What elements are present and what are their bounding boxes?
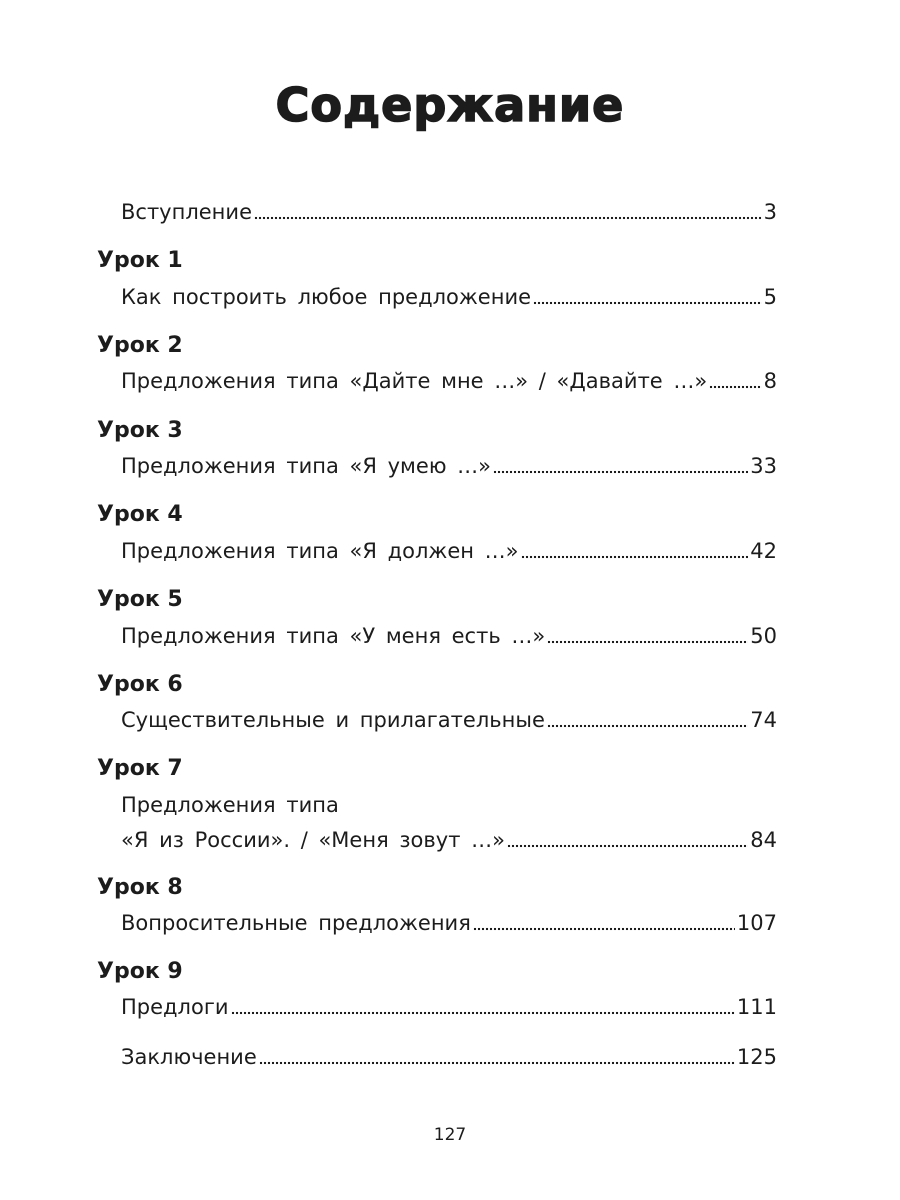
dot-leader bbox=[507, 844, 748, 848]
toc-entry-intro[interactable] bbox=[121, 197, 777, 227]
toc-entry-title: Вопросительные предложения bbox=[121, 911, 471, 935]
toc-entry-page: 125 bbox=[736, 1045, 777, 1069]
toc-entry-page: 84 bbox=[750, 828, 777, 852]
toc-entry-title: «Я из России». / «Меня зовут …» bbox=[121, 828, 505, 852]
lesson-heading-6: Урок 6 bbox=[97, 672, 183, 697]
dot-leader bbox=[709, 385, 761, 389]
toc-entry-conclusion[interactable] bbox=[121, 1042, 777, 1072]
toc-entry-title: Вступление bbox=[121, 200, 252, 224]
toc-entry-title: Предлоги bbox=[121, 995, 229, 1019]
toc-entry-lesson-5[interactable] bbox=[121, 621, 777, 651]
toc-entry-page: 33 bbox=[750, 454, 777, 478]
toc-entry-title-line1[interactable]: Предложения типа bbox=[121, 793, 339, 817]
toc-entry-page: 74 bbox=[750, 708, 777, 732]
dot-leader bbox=[521, 555, 749, 559]
dot-leader bbox=[547, 724, 748, 728]
lesson-heading-8: Урок 8 bbox=[97, 875, 183, 900]
toc-entry-lesson-6[interactable] bbox=[121, 705, 777, 735]
page-title: Содержание bbox=[275, 78, 625, 132]
toc-entry-lesson-8[interactable] bbox=[121, 908, 777, 938]
lesson-heading-3: Урок 3 bbox=[97, 418, 183, 443]
toc-entry-title: Как построить любое предложение bbox=[121, 285, 532, 309]
toc-entry-lesson-9[interactable] bbox=[121, 992, 777, 1022]
dot-leader bbox=[533, 301, 762, 305]
toc-entry-title: Предложения типа «Я умею …» bbox=[121, 454, 492, 478]
lesson-heading-5: Урок 5 bbox=[97, 587, 183, 612]
toc-entry-page: 50 bbox=[750, 624, 777, 648]
toc-entry-lesson-2[interactable] bbox=[121, 366, 777, 396]
toc-entry-page: 5 bbox=[763, 285, 777, 309]
dot-leader bbox=[231, 1011, 735, 1015]
toc-entry-page: 8 bbox=[763, 369, 777, 393]
lesson-heading-4: Урок 4 bbox=[97, 502, 183, 527]
toc-entry-page: 3 bbox=[763, 200, 777, 224]
toc-entry-lesson-4[interactable] bbox=[121, 536, 777, 566]
lesson-heading-9: Урок 9 bbox=[97, 959, 183, 984]
dot-leader bbox=[547, 640, 748, 644]
toc-entry-title: Предложения типа «Я должен …» bbox=[121, 539, 519, 563]
toc-entry-lesson-1[interactable] bbox=[121, 282, 777, 312]
dot-leader bbox=[473, 927, 735, 931]
toc-entry-lesson-3[interactable] bbox=[121, 451, 777, 481]
dot-leader bbox=[259, 1061, 735, 1065]
lesson-heading-2: Урок 2 bbox=[97, 333, 183, 358]
page-number: 127 bbox=[433, 1125, 467, 1145]
toc-entry-page: 42 bbox=[750, 539, 777, 563]
lesson-heading-7: Урок 7 bbox=[97, 756, 183, 781]
toc-entry-title: Существительные и прилагательные bbox=[121, 708, 545, 732]
lesson-heading-1: Урок 1 bbox=[97, 248, 183, 273]
toc-entry-title: Предложения типа «Дайте мне …» / «Давайте …» bbox=[121, 369, 708, 393]
toc-entry-page: 111 bbox=[736, 995, 777, 1019]
toc-entry-title: Предложения типа «У меня есть …» bbox=[121, 624, 546, 648]
toc-entry-page: 107 bbox=[736, 911, 777, 935]
dot-leader bbox=[493, 470, 748, 474]
toc-entry-title: Заключение bbox=[121, 1045, 257, 1069]
dot-leader bbox=[254, 216, 762, 220]
toc-entry-lesson-7[interactable] bbox=[121, 825, 777, 855]
